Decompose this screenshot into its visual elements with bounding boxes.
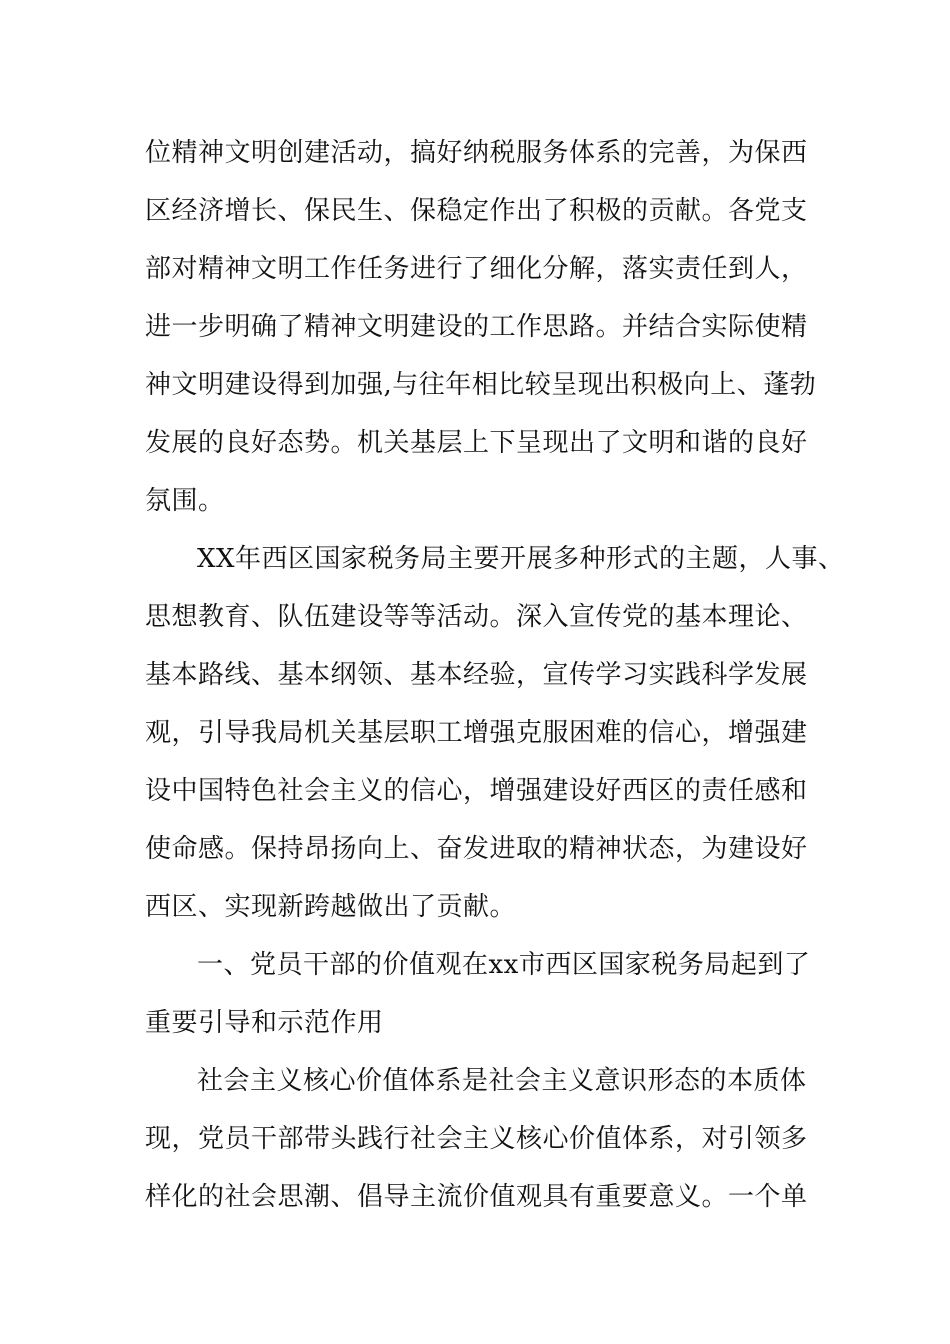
- paragraph-line: 使命感。保持昂扬向上、奋发进取的精神状态，为建设好: [145, 834, 808, 864]
- paragraph-line: 神文明建设得到加强,与往年相比较呈现出积极向上、蓬勃: [145, 370, 817, 400]
- paragraph-line: 发展的良好态势。机关基层上下呈现出了文明和谐的良好: [145, 428, 808, 458]
- paragraph-line: 思想教育、队伍建设等等活动。深入宣传党的基本理论、: [145, 602, 808, 632]
- paragraph-line: XX年西区国家税务局主要开展多种形式的主题，人事、: [197, 544, 845, 574]
- heading-line: 一、党员干部的价值观在xx市西区国家税务局起到了: [197, 950, 811, 980]
- paragraph-line: 西区、实现新跨越做出了贡献。: [145, 892, 517, 922]
- paragraph-4: [145, 1056, 835, 1230]
- section-heading: [145, 940, 835, 1056]
- paragraph-1: [145, 128, 835, 534]
- paragraph-line: 部对精神文明工作任务进行了细化分解，落实责任到人，: [145, 254, 808, 284]
- paragraph-line: 设中国特色社会主义的信心，增强建设好西区的责任感和: [145, 776, 808, 806]
- paragraph-line: 现，党员干部带头践行社会主义核心价值体系，对引领多: [145, 1124, 808, 1154]
- document-body: [145, 128, 845, 1230]
- paragraph-line: 位精神文明创建活动，搞好纳税服务体系的完善，为保西: [145, 138, 808, 168]
- paragraph-line: 基本路线、基本纲领、基本经验，宣传学习实践科学发展: [145, 660, 808, 690]
- paragraph-2: [145, 534, 845, 940]
- paragraph-line: 社会主义核心价值体系是社会主义意识形态的本质体: [197, 1066, 807, 1096]
- paragraph-line: 区经济增长、保民生、保稳定作出了积极的贡献。各党支: [145, 196, 808, 226]
- paragraph-line: 样化的社会思潮、倡导主流价值观具有重要意义。一个单: [145, 1182, 808, 1212]
- paragraph-line: 进一步明确了精神文明建设的工作思路。并结合实际使精: [145, 312, 808, 342]
- paragraph-line: 氛围。: [145, 486, 225, 516]
- heading-line: 重要引导和示范作用: [145, 1008, 384, 1038]
- paragraph-line: 观，引导我局机关基层职工增强克服困难的信心，增强建: [145, 718, 808, 748]
